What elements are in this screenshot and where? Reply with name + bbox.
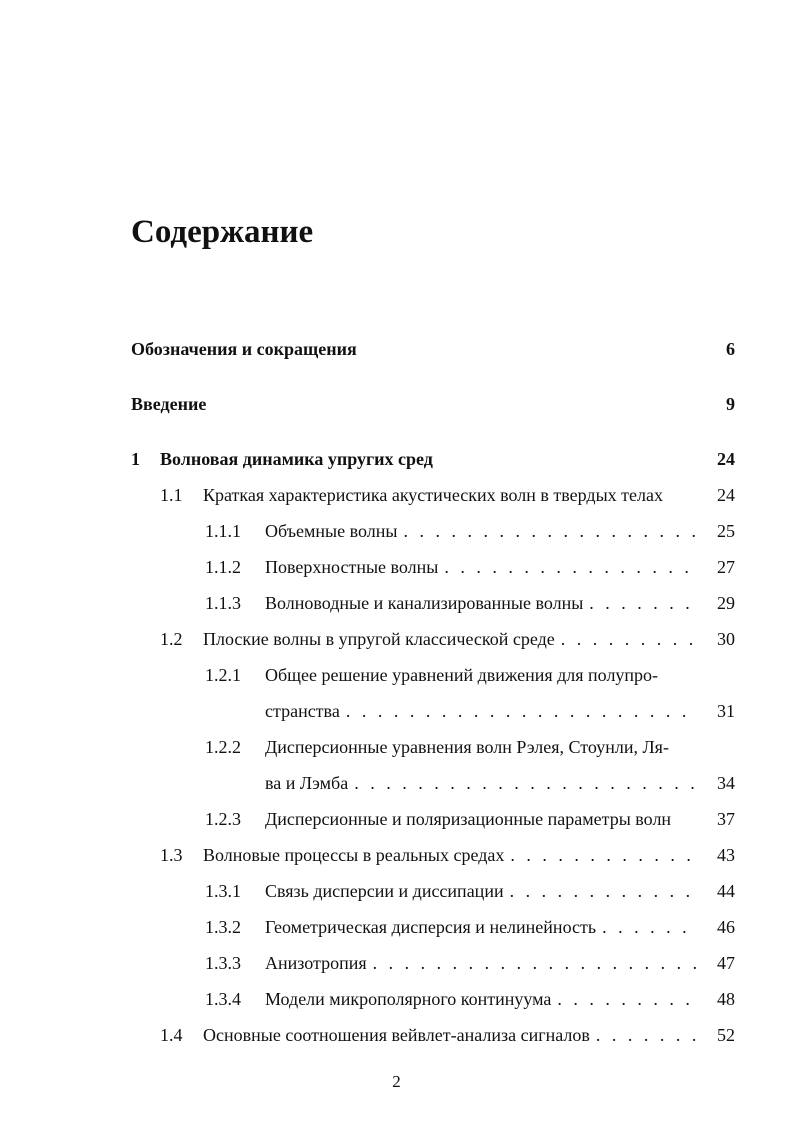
toc-entry-number: 1.1.3 xyxy=(205,593,241,613)
toc-entry-1-1[interactable] xyxy=(0,482,793,508)
toc-entry-1-2-2-continued[interactable] xyxy=(0,770,793,796)
toc-entry-label-continued: странства xyxy=(265,701,340,721)
toc-leader-dots xyxy=(403,518,697,544)
toc-entry-number: 1.4 xyxy=(160,1025,183,1045)
page-title: Содержание xyxy=(131,214,314,250)
toc-entry-label: Основные соотношения вейвлет-анализа сигналов xyxy=(203,1025,590,1045)
toc-entry-label-continued: ва и Лэмба xyxy=(265,773,349,793)
toc-entry-1-2-2[interactable] xyxy=(0,734,793,760)
toc-entry-1-3-2[interactable] xyxy=(0,914,793,940)
toc-entry-label: Плоские волны в упругой классической среде xyxy=(203,629,555,649)
toc-entry-number: 1.2.1 xyxy=(205,665,241,685)
toc-entry-label: Волновые процессы в реальных средах xyxy=(203,845,505,865)
toc-entry-number: 1.3.3 xyxy=(205,953,241,973)
toc-entry-page: 52 xyxy=(717,1025,735,1045)
toc-entry-number: 1.2.3 xyxy=(205,809,241,829)
toc-entry-page: 46 xyxy=(717,917,735,937)
toc-entry-number: 1.1.2 xyxy=(205,557,241,577)
toc-entry-chapter-1[interactable] xyxy=(0,446,793,472)
toc-entry-label: Поверхностные волны xyxy=(265,557,439,577)
toc-entry-page: 47 xyxy=(717,953,735,973)
toc-entry-page: 25 xyxy=(717,521,735,541)
toc-entry-page: 30 xyxy=(717,629,735,649)
toc-entry-1-4[interactable] xyxy=(0,1022,793,1048)
toc-leader-dots xyxy=(510,878,697,904)
toc-entry-1-3-4[interactable] xyxy=(0,986,793,1012)
toc-entry-page: 48 xyxy=(717,989,735,1009)
toc-entry-1-2-1-continued[interactable] xyxy=(0,698,793,724)
toc-leader-dots xyxy=(354,770,697,796)
toc-entry-label: Модели микрополярного континуума xyxy=(265,989,552,1009)
toc-entry-number: 1.1 xyxy=(160,485,183,505)
toc-entry-1-3[interactable] xyxy=(0,842,793,868)
toc-entry-notation[interactable] xyxy=(0,336,793,362)
toc-leader-dots xyxy=(510,842,697,868)
toc-entry-page: 31 xyxy=(717,701,735,721)
toc-entry-number: 1.3 xyxy=(160,845,183,865)
toc-entry-label: Краткая характеристика акустических волн в твердых телах xyxy=(203,485,663,505)
toc-entry-1-1-2[interactable] xyxy=(0,554,793,580)
toc-entry-page: 29 xyxy=(717,593,735,613)
toc-entry-label: Связь дисперсии и диссипации xyxy=(265,881,504,901)
toc-entry-label: Анизотропия xyxy=(265,953,367,973)
toc-entry-label: Дисперсионные и поляризационные параметры волн xyxy=(265,809,672,829)
toc-entry-number: 1.2 xyxy=(160,629,183,649)
toc-entry-number: 1 xyxy=(131,449,140,469)
toc-entry-page: 24 xyxy=(717,485,735,505)
toc-entry-1-3-3[interactable] xyxy=(0,950,793,976)
toc-entry-page: 43 xyxy=(717,845,735,865)
toc-entry-1-2-3[interactable] xyxy=(0,806,793,832)
toc-leader-dots xyxy=(373,950,697,976)
toc-entry-label: Дисперсионные уравнения волн Рэлея, Стоунли, Ля- xyxy=(265,737,669,757)
toc-entry-label: Волноводные и канализированные волны xyxy=(265,593,584,613)
toc-entry-page: 9 xyxy=(726,394,735,414)
toc-entry-page: 27 xyxy=(717,557,735,577)
toc-entry-number: 1.3.1 xyxy=(205,881,241,901)
toc-entry-1-1-3[interactable] xyxy=(0,590,793,616)
toc-entry-label: Волновая динамика упругих сред xyxy=(160,449,433,469)
toc-entry-label: Введение xyxy=(131,394,207,414)
toc-entry-number: 1.1.1 xyxy=(205,521,241,541)
toc-leader-dots xyxy=(346,698,697,724)
toc-entry-number: 1.3.4 xyxy=(205,989,241,1009)
toc-entry-label: Обозначения и сокращения xyxy=(131,339,357,359)
page-number: 2 xyxy=(392,1072,401,1091)
toc-entry-page: 6 xyxy=(726,339,735,359)
toc-entry-number: 1.2.2 xyxy=(205,737,241,757)
toc-entry-1-2[interactable] xyxy=(0,626,793,652)
toc-entry-label: Объемные волны xyxy=(265,521,398,541)
toc-entry-1-3-1[interactable] xyxy=(0,878,793,904)
toc-entry-page: 24 xyxy=(717,449,735,469)
toc-entry-label: Общее решение уравнений движения для полупро- xyxy=(265,665,659,685)
toc-entry-introduction[interactable] xyxy=(0,391,793,417)
toc-entry-1-1-1[interactable] xyxy=(0,518,793,544)
toc-entry-label: Геометрическая дисперсия и нелинейность xyxy=(265,917,597,937)
toc-entry-page: 37 xyxy=(717,809,735,829)
toc-entry-1-2-1[interactable] xyxy=(0,662,793,688)
toc-entry-number: 1.3.2 xyxy=(205,917,241,937)
toc-entry-page: 44 xyxy=(717,881,735,901)
toc-leader-dots xyxy=(444,554,697,580)
toc-entry-page: 34 xyxy=(717,773,735,793)
